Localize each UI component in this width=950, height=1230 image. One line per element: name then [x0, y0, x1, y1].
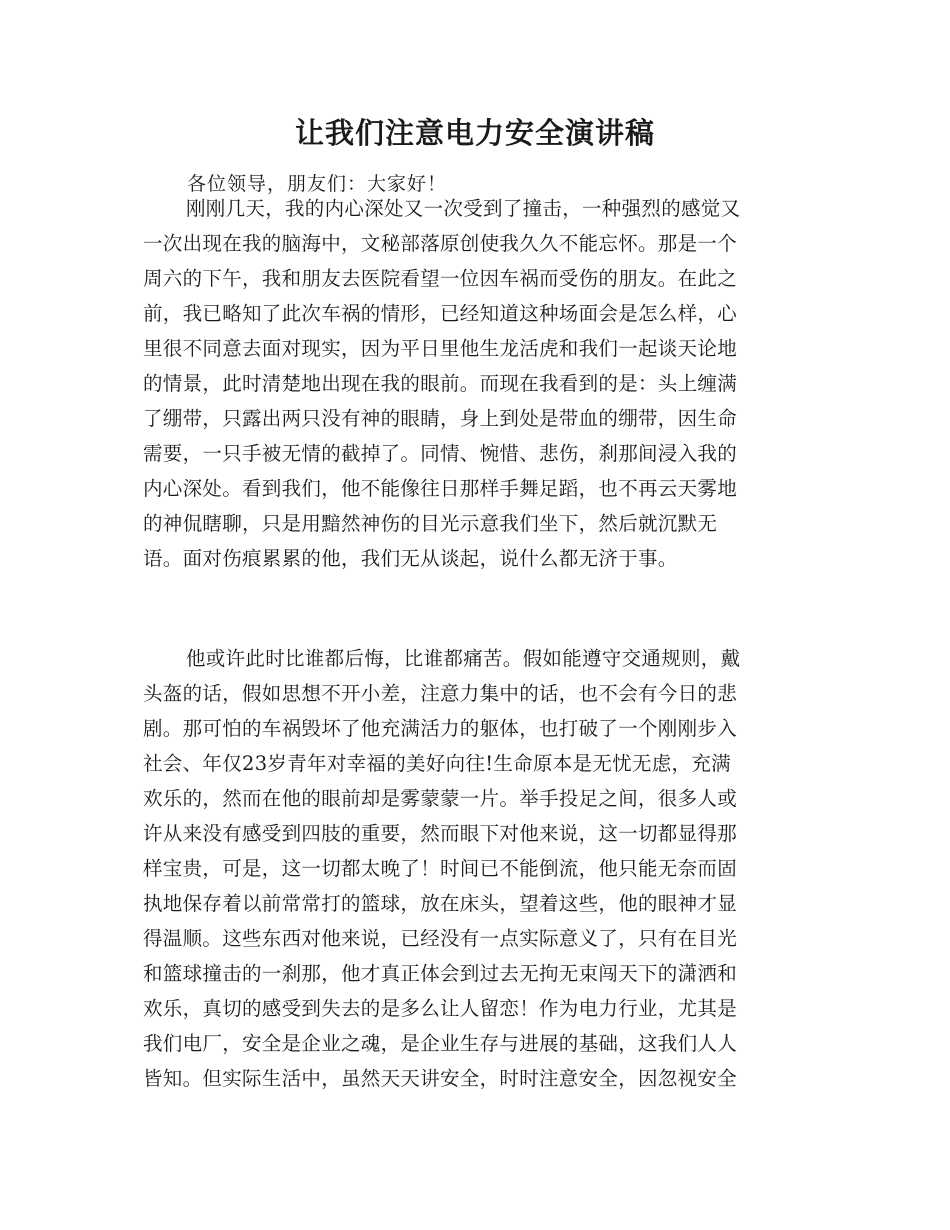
- paragraph-line: 了绷带，只露出两只没有神的眼睛，身上到处是带血的绷带，因生命: [143, 407, 738, 430]
- paragraph-line: 的神侃瞎聊，只是用黯然神伤的目光示意我们坐下，然后就沉默无: [143, 512, 718, 535]
- paragraph-1: [143, 191, 805, 576]
- paragraph-line: 头盔的话，假如思想不开小差，注意力集中的话，也不会有今日的悲: [143, 682, 738, 705]
- paragraph-line: 执地保存着以前常常打的篮球，放在床头，望着这些，他的眼神才显: [143, 892, 738, 915]
- paragraph-line: 样宝贵，可是，这一切都太晚了！时间已不能倒流，他只能无奈而固: [143, 857, 738, 880]
- paragraph-line: 需要，一只手被无情的截掉了。同情、惋惜、悲伤，刹那间浸入我的: [143, 442, 738, 465]
- paragraph-line: 得温顺。这些东西对他来说，已经没有一点实际意义了，只有在目光: [143, 927, 738, 950]
- paragraph-line: 前，我已略知了此次车祸的情形，已经知道这种场面会是怎么样，心: [143, 302, 738, 325]
- paragraph-line: 欢乐的，然而在他的眼前却是雾蒙蒙一片。举手投足之间，很多人或: [143, 787, 738, 810]
- document-title: 让我们注意电力安全演讲稿: [294, 116, 655, 150]
- paragraph-line: 的情景，此时清楚地出现在我的眼前。而现在我看到的是：头上缠满: [143, 372, 738, 395]
- paragraph-line: 社会、年仅23岁青年对幸福的美好向往!生命原本是无忧无虑，充满: [143, 752, 731, 775]
- paragraph-line: 他或许此时比谁都后悔，比谁都痛苦。假如能遵守交通规则，戴: [186, 647, 741, 670]
- paragraph-line: 和篮球撞击的一刹那，他才真正体会到过去无拘无束闯天下的潇洒和: [143, 962, 738, 985]
- paragraph-line: 周六的下午，我和朋友去医院看望一位因车祸而受伤的朋友。在此之: [143, 267, 738, 290]
- paragraph-line: 剧。那可怕的车祸毁坏了他充满活力的躯体，也打破了一个刚刚步入: [143, 717, 738, 740]
- paragraph-2: [143, 641, 805, 1096]
- paragraph-line: 我们电厂，安全是企业之魂，是企业生存与进展的基础，这我们人人: [143, 1032, 738, 1055]
- paragraph-line: 一次出现在我的脑海中，文秘部落原创使我久久不能忘怀。那是一个: [143, 232, 738, 255]
- greeting-line: 各位领导，朋友们：大家好！: [187, 173, 448, 195]
- paragraph-line: 里很不同意去面对现实，因为平日里他生龙活虎和我们一起谈天论地: [143, 337, 738, 360]
- paragraph-line: 许从来没有感受到四肢的重要，然而眼下对他来说，这一切都显得那: [143, 822, 738, 845]
- paragraph-line: 语。面对伤痕累累的他，我们无从谈起，说什么都无济于事。: [143, 547, 678, 570]
- paragraph-line: 内心深处。看到我们，他不能像往日那样手舞足蹈，也不再云天雾地: [143, 477, 738, 500]
- paragraph-line: 欢乐，真切的感受到失去的是多么让人留恋！作为电力行业，尤其是: [143, 997, 738, 1020]
- paragraph-line: 皆知。但实际生活中，虽然天天讲安全，时时注意安全，因忽视安全: [143, 1067, 738, 1090]
- paragraph-line: 刚刚几天，我的内心深处又一次受到了撞击，一种强烈的感觉又: [186, 197, 741, 220]
